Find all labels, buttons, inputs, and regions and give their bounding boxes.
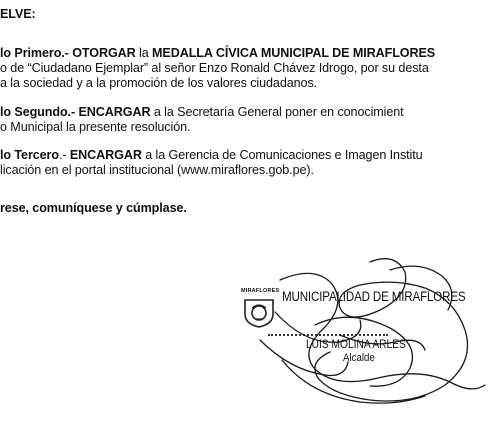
logo-text: MIRAFLORES: [241, 288, 280, 294]
article-2-line-2: o Municipal la presente resolución.: [0, 120, 191, 134]
article-1-line-2: o de “Ciudadano Ejemplar” al señor Enzo Ronald Chávez Idrogo, por su desta: [0, 61, 429, 75]
article-1-award: MEDALLA CÍVICA MUNICIPAL DE MIRAFLORES: [152, 46, 436, 60]
article-2-verb: ENCARGAR: [78, 105, 151, 119]
article-2-text: a la Secretaría General poner en conocimient: [150, 105, 404, 119]
article-1-line-1: [0, 46, 435, 61]
article-3-line-1: [0, 148, 423, 163]
stamp-official-title: Alcalde: [343, 352, 375, 364]
article-1-label: lo Primero.-: [0, 46, 69, 60]
article-3-verb: ENCARGAR: [69, 148, 142, 162]
article-3-label-suffix: .-: [58, 148, 70, 162]
article-1-connector: la: [135, 46, 153, 60]
article-3-text: a la Gerencia de Comunicaciones e Imagen Institu: [141, 148, 423, 162]
stamp-official-name: LUIS MOLINA ARLES: [306, 337, 406, 351]
article-3-line-2: licación en el portal institucional (www.miraflores.gob.pe).: [0, 163, 314, 177]
closing-formula: [0, 201, 187, 216]
resolution-heading: [0, 7, 36, 22]
heading-text: ELVE:: [0, 7, 36, 21]
article-1-line-3: a la sociedad y a la promoción de los valores ciudadanos.: [0, 76, 318, 90]
article-2-line-1: [0, 105, 404, 120]
stamp-municipality: MUNICIPALIDAD DE MIRAFLORES: [282, 289, 466, 304]
handwritten-signature: [220, 250, 495, 410]
article-3-label: lo Tercero: [0, 148, 59, 162]
article-1-verb: OTORGAR: [72, 46, 136, 60]
closing-text: rese, comuníquese y cúmplase.: [0, 201, 187, 215]
article-2-label: lo Segundo.-: [0, 105, 76, 119]
